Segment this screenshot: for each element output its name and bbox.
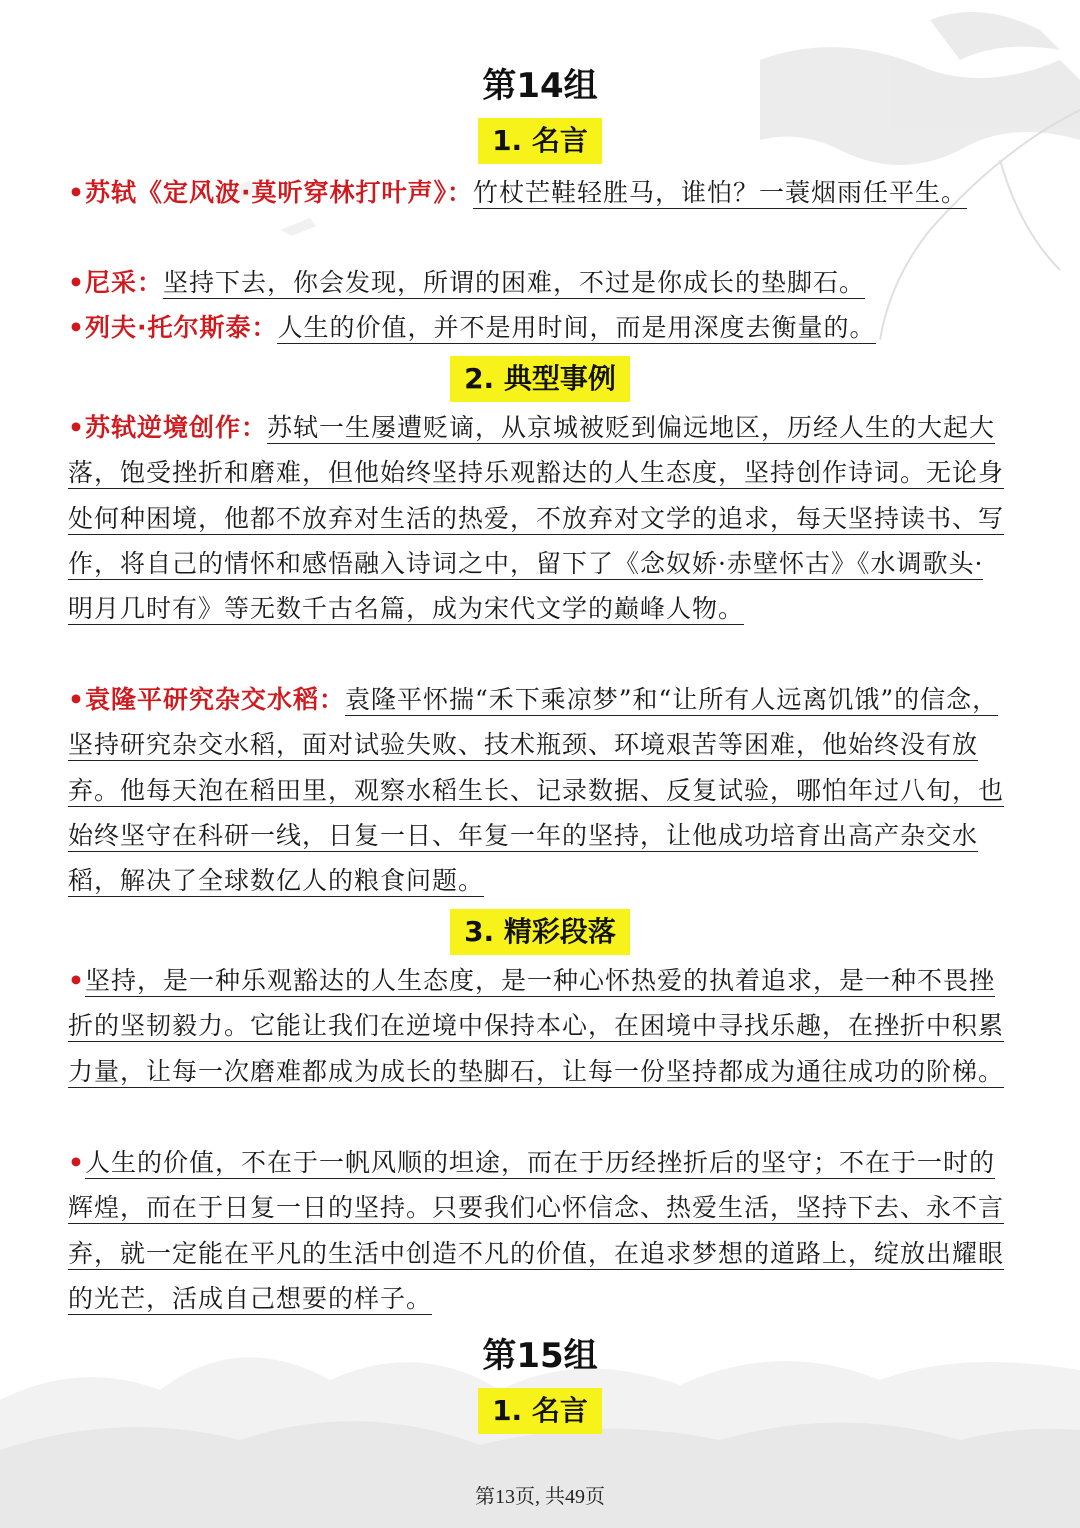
section-examples-title: 2. 典型事例 bbox=[450, 356, 630, 402]
example-text: 苏轼一生屡遭贬谪，从京城被贬到偏远地区，历经人生的大起大落，饱受挫折和磨难，但他始终坚持乐观豁达的人生态度，坚持创作诗词。无论身处何种困境，他都不放弃对生活的热爱，不放弃对文学的追求，每天坚持读书、写作，将自己的情怀和感悟融入诗词之中，留下了《念奴娇·赤壁怀古》《水调歌头·明月几时有》等无数千古名篇，成为宋代文学的巅峰人物。 bbox=[68, 413, 1005, 624]
example-item bbox=[68, 677, 1008, 903]
paragraph-text: 坚持，是一种乐观豁达的人生态度，是一种心怀热爱的执着追求，是一种不畏挫折的坚韧毅力。它能让我们在逆境中保持本心，在困境中寻找乐趣，在挫折中积累力量，让每一次磨难都成为成长的垫脚石，让每一份坚持都成为通往成功的阶梯。 bbox=[68, 966, 1005, 1086]
paragraph-bullet: • bbox=[68, 1148, 85, 1177]
example-label: •袁隆平研究杂交水稻： bbox=[68, 685, 345, 714]
quote-item bbox=[68, 305, 1008, 350]
section-quotes-title: 1. 名言 bbox=[478, 1388, 602, 1434]
quote-text: 坚持下去，你会发现，所谓的困难，不过是你成长的垫脚石。 bbox=[162, 268, 865, 297]
quote-text: 竹杖芒鞋轻胜马，谁怕？一蓑烟雨任平生。 bbox=[472, 178, 967, 207]
section-quotes-title: 1. 名言 bbox=[478, 118, 602, 164]
quote-item bbox=[68, 260, 1008, 305]
paragraph-text: 人生的价值，不在于一帆风顺的坦途，而在于历经挫折后的坚守；不在于一时的辉煌，而在于日复一日的坚持。只要我们心怀信念、热爱生活，坚持下去、永不言弃，就一定能在平凡的生活中创造不凡的价值，在追求梦想的道路上，绽放出耀眼的光芒，活成自己想要的样子。 bbox=[68, 1148, 1005, 1313]
paragraph-item bbox=[68, 1140, 1008, 1321]
example-label: •苏轼逆境创作： bbox=[68, 413, 267, 442]
example-item bbox=[68, 405, 1008, 631]
quote-author: •苏轼《定风波·莫听穿林打叶声》： bbox=[68, 178, 473, 207]
quote-text: 人生的价值，并不是用时间，而是用深度去衡量的。 bbox=[277, 313, 876, 342]
page-number: 第13页, 共49页 bbox=[475, 1486, 605, 1508]
quote-item bbox=[68, 170, 1008, 215]
example-text: 袁隆平怀揣“禾下乘凉梦”和“让所有人远离饥饿”的信念，坚持研究杂交水稻，面对试验失败、技术瓶颈、环境艰苦等困难，他始终没有放弃。他每天泡在稻田里，观察水稻生长、记录数据、反复试验，哪怕年过八旬，也始终坚守在科研一线，日复一日、年复一年的坚持，让他成功培育出高产杂交水稻，解决了全球数亿人的粮食问题。 bbox=[68, 685, 1005, 896]
section-paragraphs-title: 3. 精彩段落 bbox=[450, 909, 630, 955]
quote-author: •尼采： bbox=[68, 268, 163, 297]
paragraph-bullet: • bbox=[68, 966, 85, 995]
quote-author: •列夫·托尔斯泰： bbox=[68, 313, 278, 342]
group-14-title: 第14组 bbox=[482, 66, 598, 106]
paragraph-item bbox=[68, 958, 1008, 1094]
group-15-title: 第15组 bbox=[482, 1336, 598, 1376]
